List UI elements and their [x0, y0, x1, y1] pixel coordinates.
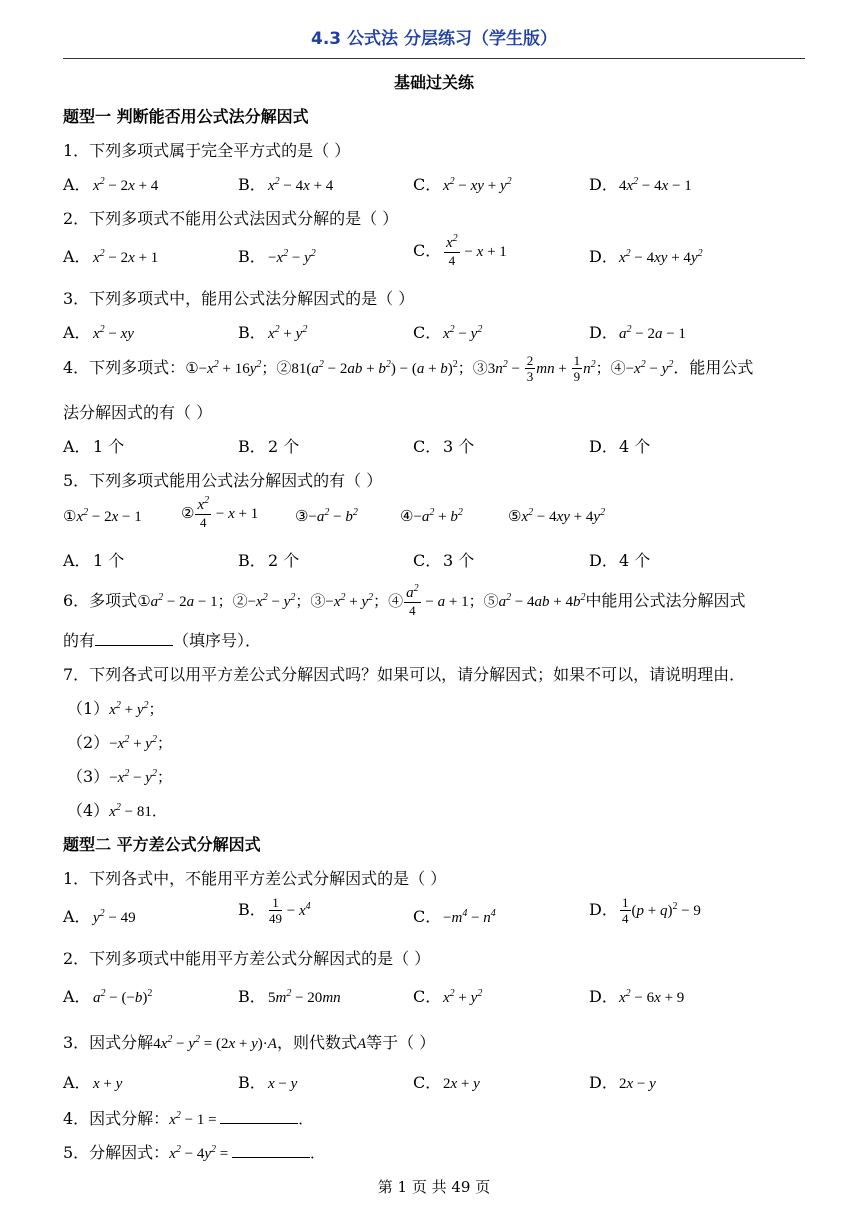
item-1: $①x^2 - 2x - 1$ [63, 507, 142, 525]
option-d: D．4 个 [589, 437, 651, 456]
option-b: B． $x^2 + y^2$ [238, 323, 308, 342]
type-one-title: 题型一 判断能否用公式法分解因式 [63, 107, 309, 126]
question-5-stem: 5．下列多项式能用公式法分解因式的有（ ） [63, 471, 383, 490]
type2-question-3-stem: 3．因式分解$4x^2 - y^2 = (2x + y)\cdot A$，则代数式A等于（ ） [63, 1033, 436, 1052]
type2-question-1-options [63, 895, 805, 930]
question-3-options [63, 320, 805, 346]
question-4-stem: 4．下列多项式：$①-x^2 + 16y^2$；$②81(a^2 - 2ab + b^2) - (a + b)^2$；$③3n^2$ − $\frac{2}{3}$ mn + $\frac{1}{9}$ $n^2$；$④-x^2 - y^2$．能用公式 [63, 353, 754, 384]
option-c: C． 3 个 [413, 437, 475, 456]
option-b: B． 2 个 [238, 437, 300, 456]
option-b: B． $\frac{1}{49}$ − $x^4$ [238, 895, 311, 926]
type2-question-2-options [63, 984, 805, 1010]
question-7-part-3: $(3)-x^2 - y^2$； [67, 767, 172, 786]
type-two-title: 题型二 平方差公式分解因式 [63, 835, 261, 854]
option-d: D．$x^2 - 6x + 9$ [589, 987, 685, 1006]
answer-blank[interactable] [232, 1143, 310, 1158]
option-b: B． $-x^2 - y^2$ [238, 247, 316, 266]
option-a: A． 1 个 [63, 551, 125, 570]
option-c: C． $x^2 + y^2$ [413, 987, 483, 1006]
option-c: C． 2x + y [413, 1073, 480, 1092]
option-d: D．$a^2 - 2a - 1$ [589, 323, 686, 342]
item-5: $⑤x^2 - 4xy + 4y^2$ [508, 507, 606, 525]
option-a: A． $x^2$ − xy [63, 323, 134, 342]
option-b: B． $5m^2 - 20mn$ [238, 987, 341, 1006]
question-4-stem-continued: 法分解因式的有（ ） [63, 403, 213, 422]
option-c: C． 3 个 [413, 551, 475, 570]
option-a: A． $a^2 - (-b)^2$ [63, 987, 153, 1006]
option-c: C． $\frac{x^2}{4}$ − x + 1 [413, 233, 507, 268]
question-7-stem: 7．下列各式可以用平方差公式分解因式吗？如果可以，请分解因式；如果不可以，请说明理由． [63, 665, 746, 684]
type2-question-1-stem: 1．下列各式中，不能用平方差公式分解因式的是（ ） [63, 869, 447, 888]
option-a: A． $x^2 - 2x + 4$ [63, 175, 159, 194]
option-a: A． $y^2 - 49$ [63, 907, 136, 926]
question-4-options [63, 434, 805, 460]
option-d: D．2x − y [589, 1073, 656, 1092]
item-4: $④-a^2 + b^2$ [400, 507, 463, 525]
option-c: C． $-m^4 - n^4$ [413, 907, 496, 926]
option-b: B． 2 个 [238, 551, 300, 570]
item-3: $③-a^2 - b^2$ [295, 507, 358, 525]
question-2-options [63, 233, 805, 270]
answer-blank[interactable] [95, 631, 173, 646]
option-a: A． $x^2 - 2x + 1$ [63, 247, 159, 266]
question-7-part-4: $(4)x^2 - 81$． [67, 801, 167, 820]
page-footer: 第 1 页 共 49 页 [377, 1178, 491, 1196]
type2-question-2-stem: 2．下列多项式中能用平方差公式分解因式的是（ ） [63, 949, 431, 968]
question-2-stem: 2．下列多项式不能用公式法因式分解的是（ ） [63, 209, 399, 228]
option-d: D．4 个 [589, 551, 651, 570]
section-title: 基础过关练 [393, 73, 474, 92]
question-7-part-1: $(1)x^2 + y^2$； [67, 699, 164, 718]
option-c: C． $x^2 - y^2$ [413, 323, 483, 342]
question-1-options [63, 172, 805, 198]
item-2: ② $\frac{x^2}{4}$ − x + 1 [181, 495, 259, 530]
document-title: 4.3 公式法 分层练习（学生版） [311, 29, 557, 49]
option-d: D． $\frac{1}{4}$ $(p + q)^2 - 9$ [589, 895, 701, 926]
question-7-part-2: $(2)-x^2 + y^2$； [67, 733, 172, 752]
option-b: B． x − y [238, 1073, 298, 1092]
option-c: C． $x^2$ − xy + $y^2$ [413, 175, 512, 194]
question-5-options [63, 548, 805, 574]
option-b: B． $x^2 - 4x + 4$ [238, 175, 334, 194]
question-1-stem: 1．下列多项式属于完全平方式的是（ ） [63, 141, 351, 160]
type2-question-3-options [63, 1070, 805, 1096]
option-d: D．$4x^2 - 4x - 1$ [589, 175, 692, 194]
answer-blank[interactable] [220, 1109, 298, 1124]
type2-question-4-stem: 4．因式分解：$x^2 - 1$ = ． [63, 1109, 314, 1128]
option-a: A． x + y [63, 1073, 123, 1092]
question-6-stem: 6．多项式$①a^2 - 2a - 1$；$②-x^2 - y^2$；$③-x^2 + y^2$；④ $\frac{a^2}{4}$ − a + 1；$⑤a^2 - 4ab + 4b^2$中能用公式法分解因式 [63, 583, 746, 618]
header-divider [63, 58, 805, 59]
question-3-stem: 3．下列多项式中，能用公式法分解因式的是（ ） [63, 289, 415, 308]
option-d: D．$x^2 - 4xy + 4y^2$ [589, 247, 703, 266]
question-6-stem-continued: 的有 （填序号）． [63, 631, 262, 650]
question-5-items [63, 495, 805, 538]
option-a: A． 1 个 [63, 437, 125, 456]
type2-question-5-stem: 5．分解因式：$x^2 - 4y^2$ = ． [63, 1143, 325, 1162]
